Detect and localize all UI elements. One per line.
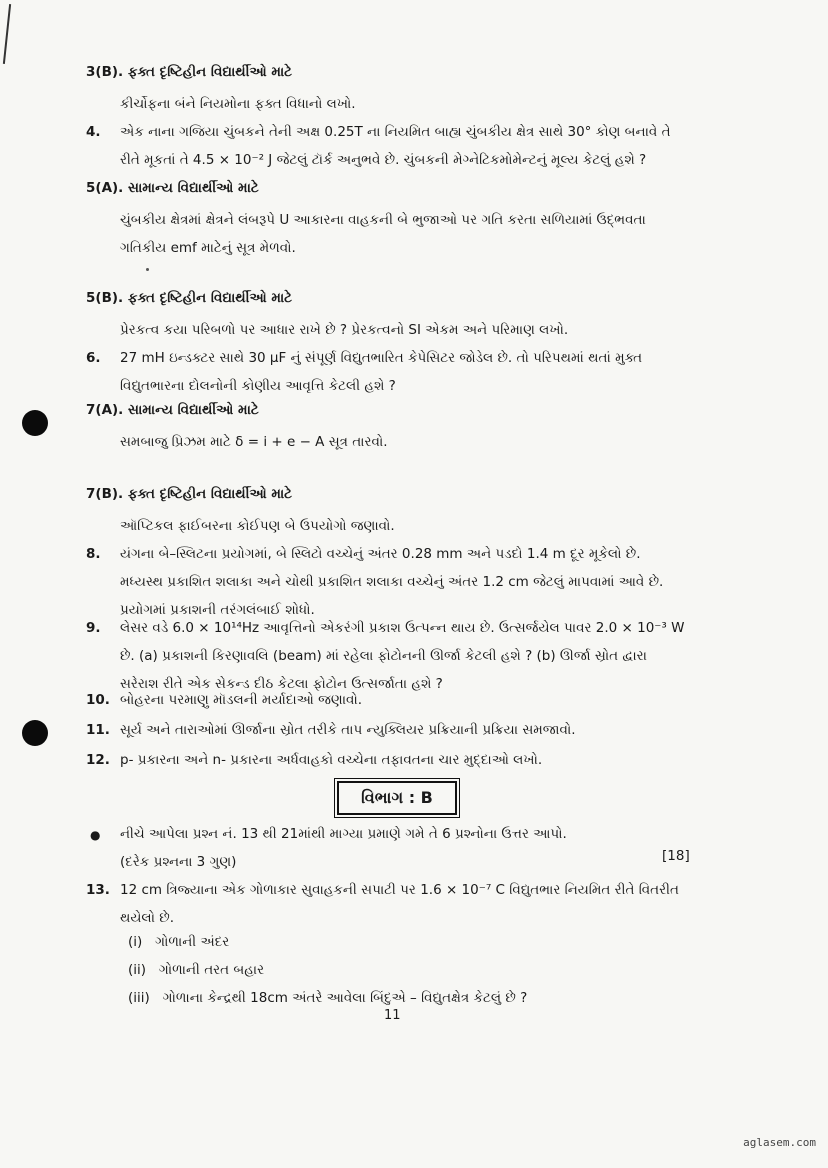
q5a-text: ચુંબકીય ક્ષેત્રમાં ક્ષેત્રને લંબરૂપે U આકારના વાહકની બે ભુજાઓ પર ગતિ કરતા સળિયામાં ઉદ્‌ભવતા ગતિકીય emf માટેનું સૂત્ર મેળવો. xyxy=(120,212,646,256)
q12-number: 12. xyxy=(86,752,110,768)
punch-hole-top xyxy=(22,410,48,436)
q6 xyxy=(86,344,686,400)
q4-text: એક નાના ગજિયા ચુંબકને તેની અક્ષ 0.25T ના નિયમિત બાહ્ય ચુંબકીય ક્ષેત્ર સાથે 30° કોણ બનાવે તે રીતે મૂકતાં તે 4.5 × 10⁻² J જેટલું ટૉર્ક અનુભવે છે. ચુંબકની મેગ્નેટિકમોમેન્ટનું મૂલ્ય કેટલું હશે ? xyxy=(120,124,671,168)
instruction-marks: [18] xyxy=(662,848,690,864)
q5b-heading xyxy=(86,290,292,306)
q6-number: 6. xyxy=(86,350,101,366)
q5b-number: 5(B). xyxy=(86,290,124,306)
scan-speck xyxy=(146,268,149,271)
q5b-heading-text: ફક્ત દૃષ્ટિહીન વિદ્યાર્થીઓ માટે xyxy=(127,290,293,306)
q9-text: લેસર વડે 6.0 × 10¹⁴Hz આવૃત્તિનો એકરંગી પ્રકાશ ઉત્પન્ન થાય છે. ઉત્સર્જયેલ પાવર 2.0 × 10⁻³ W છે. (a) પ્રકાશની કિરણાવલિ (beam) માં રહેલા ફોટોનની ઊર્જા કેટલી હશે ? (b) ઊર્જા સ્રોત દ્વારા સરેરાશ રીતે એક સેકન્ડ દીઠ કેટલા ફોટોન ઉત્સર્જાતા હશે ? xyxy=(120,620,685,692)
q10-number: 10. xyxy=(86,692,110,708)
q13-part-i-label: (i) xyxy=(128,934,143,950)
instruction-line-1: નીચે આપેલા પ્રશ્ન નં. 13 થી 21માંથી માગ્યા પ્રમાણે ગમે તે 6 પ્રશ્નોના ઉત્તર આપો. xyxy=(120,826,567,842)
q7a-heading xyxy=(86,402,259,418)
section-b-instruction xyxy=(86,820,646,876)
q13-part-ii-label: (ii) xyxy=(128,962,147,978)
q10 xyxy=(86,686,686,714)
q12 xyxy=(86,746,686,774)
q7b-heading xyxy=(86,486,292,502)
q3b-text: કીર્ચોફના બંને નિયમોના ફક્ત વિધાનો લખો. xyxy=(120,96,356,112)
q5a-number: 5(A). xyxy=(86,180,124,196)
q8-number: 8. xyxy=(86,546,101,562)
q11 xyxy=(86,716,686,744)
q13 xyxy=(86,876,686,932)
q11-text: સૂર્ય અને તારાઓમાં ઊર્જાના સ્રોત તરીકે તાપ ન્યુક્લિયર પ્રક્રિયાની પ્રક્રિયા સમજાવો. xyxy=(120,722,576,738)
q3b-heading xyxy=(86,64,292,80)
q13-part-i-text: ગોળાની અંદર xyxy=(155,934,230,950)
q7a-text: સમબાજુ પ્રિઝમ માટે δ = i + e − A સૂત્ર તારવો. xyxy=(120,434,388,450)
q7b-heading-text: ફક્ત દૃષ્ટિહીન વિદ્યાર્થીઓ માટે xyxy=(127,486,293,502)
q7b-text: ઑપ્ટિકલ ફાઈબરના કોઈપણ બે ઉપયોગો જણાવો. xyxy=(120,518,395,534)
q13-part-ii-text: ગોળાની તરત બહાર xyxy=(158,962,265,978)
q9-number: 9. xyxy=(86,620,101,636)
q5a-heading-text: સામાન્ય વિદ્યાર્થીઓ માટે xyxy=(128,180,259,196)
page-number: 11 xyxy=(384,1008,401,1023)
q13-part-iii-text: ગોળાના કેન્દ્રથી 18cm અંતરે આવેલા બિંદુએ – વિદ્યુતક્ષેત્ર કેટલું છે ? xyxy=(162,990,528,1006)
section-b-heading: વિભાગ : B xyxy=(337,781,457,815)
q13-part-iii xyxy=(128,984,688,1012)
q7a-heading-text: સામાન્ય વિદ્યાર્થીઓ માટે xyxy=(128,402,259,418)
q13-part-iii-label: (iii) xyxy=(128,990,150,1006)
instruction-line-2: (દરેક પ્રશ્નના 3 ગુણ) xyxy=(120,854,237,870)
q8-text: યંગના બે–સ્લિટના પ્રયોગમાં, બે સ્લિટો વચ્ચેનું અંતર 0.28 mm અને પડદો 1.4 m દૂર મૂકેલો છે. મધ્યસ્થ પ્રકાશિત શલાકા અને ચોથી પ્રકાશિત શલાકા વચ્ચેનું અંતર 1.2 cm જેટલું માપવામાં આવે છે. પ્રયોગમાં પ્રકાશની તરંગલંબાઈ શોધો. xyxy=(120,546,664,618)
q3b-heading-text: ફક્ત દૃષ્ટિહીન વિદ્યાર્થીઓ માટે xyxy=(127,64,293,80)
q12-text: p- પ્રકારના અને n- પ્રકારના અર્ધવાહકો વચ્ચેના તફાવતના ચાર મુદ્દાઓ લખો. xyxy=(120,752,543,768)
q13-part-ii xyxy=(128,956,688,984)
q7b-number: 7(B). xyxy=(86,486,124,502)
q11-number: 11. xyxy=(86,722,110,738)
q5b-text: પ્રેરકત્વ કયા પરિબળો પર આધાર રાખે છે ? પ્રેરકત્વનો SI એકમ અને પરિમાણ લખો. xyxy=(120,322,569,338)
q8 xyxy=(86,540,686,624)
q13-text: 12 cm ત્રિજ્યાના એક ગોળાકાર સુવાહકની સપાટી પર 1.6 × 10⁻⁷ C વિદ્યુતભાર નિયમિત રીતે વિતરીત થયેલો છે. xyxy=(120,882,679,926)
q10-text: બોહરના પરમાણુ મૉડલની મર્યાદાઓ જણાવો. xyxy=(120,692,363,708)
q7a-number: 7(A). xyxy=(86,402,124,418)
watermark: aglasem.com xyxy=(743,1136,816,1149)
q6-text: 27 mH ઇન્ડક્ટર સાથે 30 μF નું સંપૂર્ણ વિદ્યુતભારિત કેપેસિટર જોડેલ છે. તો પરિપથમાં થતાં મુક્ત વિદ્યુતભારના દોલનોની કોણીય આવૃત્તિ કેટલી હશે ? xyxy=(120,350,643,394)
q5a-heading xyxy=(86,180,259,196)
q4 xyxy=(86,118,686,174)
bullet-icon: ● xyxy=(90,828,101,842)
q13-part-i xyxy=(128,928,688,956)
punch-hole-bottom xyxy=(22,720,48,746)
q4-number: 4. xyxy=(86,124,101,140)
q3b-number: 3(B). xyxy=(86,64,124,80)
scan-edge-line xyxy=(3,4,11,64)
q13-number: 13. xyxy=(86,882,110,898)
